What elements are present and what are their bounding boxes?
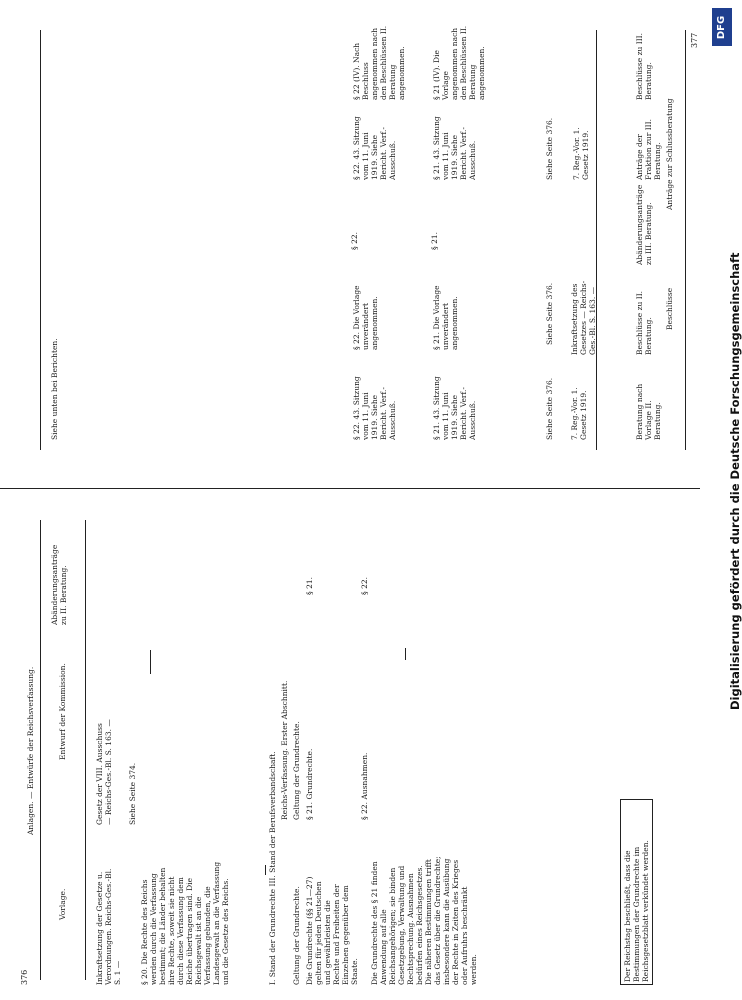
right-row1-c: 7. Reg.-Vor. 1. Gesetz 1919. (572, 127, 590, 180)
dfg-caption: Digitalisierung gefördert durch die Deutsche Forschungsgemeinschaft (728, 252, 742, 710)
left-section-c: Geltung der Grundrechte. (292, 886, 301, 985)
right-p22-c: § 22. (350, 231, 359, 250)
right-p21-e: § 21 (IV). Die Vorlage angenommen nach den Beschlüssen II. Beratung angenommen. (432, 25, 486, 100)
left-para21-head: § 21. Grundrechte. (305, 748, 314, 820)
dash-mark (265, 865, 266, 875)
left-header-title: Anlagen. — Entwürfe der Reichsverfassung. (26, 666, 35, 835)
left-para21-text: Die Grundrechte (§§ 21—27) gelten für jeden Deutschen und gewährleisten die Rechte und Freiheiten der Einzelnen gegenüber dem Staate. (305, 876, 359, 985)
left-section-b: Reichs-Verfassung. Erster Abschnitt. (280, 680, 289, 820)
right-p21-a: § 21. 43. Sitzung vom 11. Juni 1919. Siehe Bericht. Verf.-Ausschuß. (432, 376, 477, 440)
right-header-bottom-rule (596, 30, 597, 450)
right-header-group1: Beschlüsse (665, 287, 674, 330)
left-header-rule (40, 520, 41, 980)
right-row1-b: Inkraftsetzung des Gesetzes — Reichs-Ges.-Bl. S. 163. — (570, 280, 597, 355)
right-p21-b: § 21. Die Vorlage unverändert angenommen. (432, 285, 459, 350)
left-para21-ref: § 21. (305, 576, 314, 595)
left-note-box: Der Reichstag beschließt, dass die Bestimmungen der Grundrechte im Reichsgesetzblatt verkündet werden. (620, 799, 653, 985)
left-section-a: I. Stand der Grundrechte III. Stand der Berufsverbandschaft. (268, 751, 277, 985)
page-number-left: 376 (20, 969, 29, 985)
right-p22-d: § 22. 43. Sitzung vom 11. Juni 1919. Siehe Bericht. Verf.-Ausschuß. (352, 116, 397, 180)
right-p22-a: § 22. 43. Sitzung vom 11. Juni 1919. Siehe Bericht. Verf.-Ausschuß. (352, 376, 397, 440)
left-para22-ref: § 22. (360, 576, 369, 595)
right-header-rule-inner (40, 30, 41, 450)
dash-mark (405, 648, 406, 660)
right-header-col4: Anträge der Fraktion zur III. Beratung. (635, 119, 662, 180)
page-divider (0, 488, 700, 489)
dash-mark (150, 650, 151, 662)
right-row1-a: 7. Reg.-Vor. 1. Gesetz 1919. (570, 387, 588, 440)
dash-mark (150, 662, 151, 674)
right-row1-e: Siehe Seite 376. (545, 282, 554, 345)
left-row1-vorlage: Inkraftsetzung der Gesetze u. Verordnungen. Reichs-Ges.-Bl. S. 1 — (95, 868, 122, 985)
right-header-group2: Anträge zur Schlussberatung (665, 98, 674, 210)
right-row1-d: Siehe Seite 376. (545, 377, 554, 440)
right-header-rule (685, 30, 686, 450)
right-header-col1: Beratung nach Vorlage II. Beratung. (635, 383, 662, 440)
left-para20: § 20. Die Rechte des Reichs werden durch die Verfassung bestimmt; die Länder behalten ihre Rechte, soweit sie nicht durch diese Verfassung dem Reiche übertragen sind. Die Reichsgewalt ist an die Verfassung gebunden, die Landesgewalt an die Verfassung und die Gesetze des Reichs. (140, 861, 230, 985)
left-para22-text: Die Grundrechte des § 21 finden Anwendung auf alle Reichsangehörigen; sie binden Gesetzgebung, Verwaltung und Rechtsprechung. Ausnahmen bedürfen eines Reichsgesetzes. Die näheren Bestimmungen trifft das Gesetz über die Grundrechte; insbesondere kann die Ausübung der Rechte in Zeiten des Krieges oder Aufruhrs beschränkt werden. (370, 856, 478, 985)
right-header-col2: Beschlüsse zu II. Beratung. (635, 290, 653, 355)
left-para22-head: § 22. Ausnahmen. (360, 752, 369, 820)
left-row1-entwurf2: Siehe Seite 374. (128, 762, 137, 825)
dfg-logo: DFG (712, 8, 732, 46)
right-p22-e: § 22 (IV). Nach Beschluss angenommen nach den Beschlüssen II. Beratung angenommen. (352, 25, 406, 100)
left-header-bottom-rule (85, 520, 86, 980)
left-header-col2: Entwurf der Kommission. (58, 663, 67, 760)
right-header-col5: Beschlüsse zu III. Beratung. (635, 32, 653, 100)
right-footnote: Siehe unten bei Berichten. (50, 338, 59, 440)
right-p21-c: § 21. (430, 231, 439, 250)
page-number-right: 377 (690, 32, 699, 48)
right-p22-b: § 22. Die Vorlage unverändert angenommen. (352, 285, 379, 350)
left-row1-entwurf: Gesetz der VIII. Ausschuss — Reichs-Ges.-Bl. S. 163. — (95, 719, 113, 825)
right-p21-d: § 21. 43. Sitzung vom 11. Juni 1919. Siehe Bericht. Verf.-Ausschuß. (432, 116, 477, 180)
left-header-col3: Abänderungsanträge zu II. Beratung. (50, 544, 68, 625)
right-row1-f: Siehe Seite 376. (545, 117, 554, 180)
left-section-c2: Geltung der Grundrechte. (292, 721, 301, 820)
right-header-col3: Abänderungsanträge zu III. Beratung. (635, 184, 653, 265)
left-header-col1: Vorlage. (58, 888, 67, 920)
